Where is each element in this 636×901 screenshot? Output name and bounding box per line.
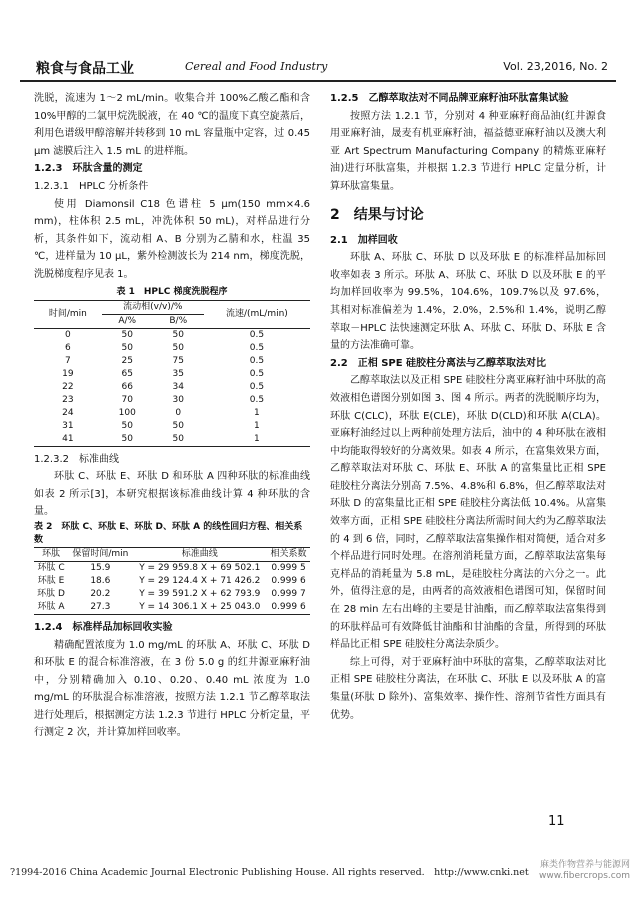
journal-title-en: Cereal and Food Industry	[185, 60, 328, 73]
volume-info: Vol. 23,2016, No. 2	[503, 60, 608, 73]
journal-title: 粮食与食品工业	[36, 61, 134, 77]
table-cell: 环肽 E	[37, 575, 65, 586]
watermark	[539, 860, 630, 882]
table-row	[34, 575, 310, 588]
table-row	[34, 394, 310, 407]
table-cell: 18.6	[90, 575, 111, 586]
column-header: A/%	[118, 315, 137, 326]
table-row	[34, 601, 310, 615]
table-cell: 6	[65, 342, 71, 353]
table-row	[34, 420, 310, 433]
section-heading: 1.2.3 环肽含量的测定	[34, 163, 143, 175]
paragraph: 综上可得，对于亚麻籽油中环肽的富集，乙醇萃取法对比正相 SPE 硅胶柱分离法，在环肽 C、环肽 E 以及环肽 A 的富集量(环肽 D 除外)、富集效率、操作性、溶剂节省性方面具有优势。	[330, 656, 606, 721]
table-cell: 31	[62, 420, 74, 431]
table-cell: Y = 29 124.4 X + 71 426.2	[139, 575, 261, 586]
table-cell: 1	[254, 420, 260, 431]
table-row	[34, 355, 310, 368]
column-header: 流动相(v/v)/%	[102, 300, 204, 314]
table-row	[34, 328, 310, 342]
table-cell: 1	[254, 407, 260, 418]
table-cell: 环肽 D	[37, 588, 65, 599]
right-column	[330, 90, 606, 724]
section-heading: 2.1 加样回收	[330, 234, 398, 246]
table-cell: 0.5	[249, 342, 265, 353]
table-cell: 7	[65, 355, 71, 366]
paragraph: 环肽 C、环肽 E、环肽 D 和环肽 A 四种环肽的标准曲线如表 2 所示[3]，本研究根据该标准曲线计算 4 种环肽的含量。	[34, 471, 310, 518]
table-cell: 0.5	[249, 381, 265, 392]
table-cell: 0.999 7	[271, 588, 306, 599]
table-cell: 环肽 A	[34, 601, 68, 615]
left-column	[34, 90, 310, 742]
table-cell: Y = 39 591.2 X + 62 793.9	[139, 588, 261, 599]
paragraph: 使用 Diamonsil C18 色谱柱 5 μm(150 mm×4.6 mm)，柱体积 2.5 mL，冲洗体积 50 mL)，对样品进行分析，其条件如下，流动相 A、B 分别为乙腈和水，柱温 35 ℃，进样量为 10 μL，紫外检测波长为 214 nm，梯度洗脱，洗脱梯度程序见表 1。	[34, 198, 310, 280]
table-cell: 50	[153, 433, 204, 447]
table-cell: 66	[121, 381, 133, 392]
paragraph: 按照方法 1.2.1 节，分别对 4 种亚麻籽商品油(红井源食用亚麻籽油，晟麦有机亚麻籽油，福益德亚麻籽油以及澳大利亚 Art Spectrum Manufacturing Company 的精炼亚麻籽油)进行环肽富集，并根据 1.2.3 节进行 HPLC 定量分析，计算环肽富集量。	[330, 110, 606, 192]
section-heading: 1.2.4 标准样品加标回收实验	[34, 621, 173, 633]
watermark-text: 麻类作物营养与能源网	[539, 860, 630, 870]
table-cell: 19	[62, 368, 74, 379]
subsection-heading: 1.2.3.2 标准曲线	[34, 453, 119, 465]
table-cell: 0.5	[249, 355, 265, 366]
column-header: 环肽	[42, 548, 61, 559]
table-cell: 0.5	[204, 328, 310, 342]
paragraph: 洗脱，流速为 1～2 mL/min。收集合并 100%乙酸乙酯和含 10%甲醇的二氯甲烷洗脱液，在 40 ℃的温度下真空旋蒸后，利用色谱级甲醇溶解并转移到 10 mL 容量瓶中定容，过 0.45 μm 滤膜后注入 1.5 mL 的进样瓶。	[34, 93, 310, 157]
journal-header	[20, 58, 616, 82]
table-cell: 50	[153, 328, 204, 342]
paragraph: 环肽 A、环肽 C、环肽 D 以及环肽 E 的标准样品加标回收率如表 3 所示。环肽 A、环肽 C、环肽 D 以及环肽 E 的平均加样回收率为 99.5%，104.6%，109.7%以及 97.6%，其相对标准偏差为 1.4%，2.0%，2.5%和 1.4%，说明乙醇萃取－HPLC 法快速测定环肽 A、环肽 C、环肽 D、环肽 E 含量的方法准确可靠。	[330, 252, 606, 352]
table-cell: 70	[121, 394, 133, 405]
table-cell: 0	[34, 328, 102, 342]
table-cell: 23	[62, 394, 74, 405]
column-header: 时间/min	[48, 308, 87, 319]
column-header: 相关系数	[270, 548, 307, 559]
table-cell: 0.5	[249, 394, 265, 405]
table-cell: 25	[121, 355, 133, 366]
table-cell: 30	[172, 394, 184, 405]
table-cell: 0	[175, 407, 182, 418]
table-cell: 50	[102, 328, 153, 342]
table-cell: 41	[34, 433, 102, 447]
table-cell: 50	[102, 433, 153, 447]
section-heading: 1.2.5 乙醇萃取法对不同品牌亚麻籽油环肽富集试验	[330, 93, 569, 104]
gradient-table	[34, 300, 310, 447]
table-cell: 50	[121, 420, 133, 431]
column-header: 保留时间/min	[72, 548, 129, 559]
table-cell: 22	[62, 381, 74, 392]
section-heading: 2.2 正相 SPE 硅胶柱分离法与乙醇萃取法对比	[330, 357, 547, 369]
paragraph: 精确配置浓度为 1.0 mg/mL 的环肽 A、环肽 C、环肽 D 和环肽 E 的混合标准溶液，在 3 份 5.0 g 的红井源亚麻籽油中，分别精确加入 0.10、0.20、0.40 mL 浓度为 1.0 mg/mL 的环肽混合标准溶液，按照方法 1.2.1 节乙醇萃取法进行处理后，根据测定方法 1.2.3 节进行 HPLC 分析定量，平行测定 2 次，并计算加样回收率。	[34, 639, 310, 739]
table-cell: 100	[118, 407, 136, 418]
subsection-heading: 1.2.3.1 HPLC 分析条件	[34, 180, 149, 192]
paragraph: 乙醇萃取法以及正相 SPE 硅胶柱分离亚麻籽油中环肽的高效液相色谱图分别如图 3、图 4 所示。两者的洗脱顺序均为，环肽 C(CLC)，环肽 E(CLE)，环肽 D(CLD)和环肽 A(CLA)。亚麻籽油经过以上两种前处理方法后，油中的 4 种环肽在液相中均能取得较好的分离效果。如表 4 所示，在富集效果方面，乙醇萃取法对环肽 C、环肽 E、环肽 A 的富集量比正相 SPE 硅胶柱分离法分别高 7.5%、4.8%和 6.8%，但乙醇萃取法对环肽 D 的富集量比正相 SPE 硅胶柱分离法低 10.4%。从富集效率方面，正相 SPE 硅胶柱分离法所需时间大约为乙醇萃取法的 4 到 6 倍，同时，乙醇萃取法富集操作相对简便，适合对多个样品进行同时处理。在溶剂消耗量方面，乙醇萃取法富集每克样品的消耗量为 5.8 mL，是硅胶柱分离法的六分之一。此外，值得注意的是，由两者的高效液相色谱图可知，保留时间在 28 min 左右出峰的主要是甘油酯，而乙醇萃取法富集得到的环肽样品可有效降低甘油酯和甘油酯的含量，所得到的环肽样品比正相 SPE 硅胶柱分离法杂质少。	[330, 375, 606, 651]
table-cell: 34	[172, 381, 184, 392]
column-header: B/%	[169, 315, 188, 326]
table-cell: 0.5	[249, 368, 265, 379]
table-cell: 35	[172, 368, 184, 379]
table-caption: 表 2 环肽 C、环肽 E、环肽 D、环肽 A 的线性回归方程、相关系数	[34, 521, 303, 545]
table-row	[34, 561, 310, 575]
table-cell: 15.9	[68, 561, 132, 575]
table-row	[34, 381, 310, 394]
table-cell: Y = 29 959.8 X + 69 502.1	[133, 561, 267, 575]
table-row	[34, 433, 310, 447]
table-cell: 24	[62, 407, 74, 418]
table-row	[34, 342, 310, 355]
table-row	[34, 588, 310, 601]
table-cell: 27.3	[68, 601, 132, 615]
table-cell: 环肽 C	[34, 561, 68, 575]
table-cell: 0.999 6	[267, 601, 310, 615]
table-cell: 75	[172, 355, 184, 366]
regression-table	[34, 547, 310, 615]
table-caption: 表 1 HPLC 梯度洗脱程序	[116, 286, 228, 297]
column-header: 流速/(mL/min)	[225, 308, 288, 319]
table-cell: 0.999 6	[271, 575, 306, 586]
table-row	[34, 407, 310, 420]
watermark-url: www.fibercrops.com	[539, 871, 630, 881]
column-header: 标准曲线	[181, 548, 218, 559]
table-cell: 65	[121, 368, 133, 379]
chapter-heading: 2 结果与讨论	[330, 206, 424, 223]
table-cell: 50	[121, 342, 133, 353]
table-cell: 50	[172, 420, 184, 431]
table-cell: 20.2	[90, 588, 111, 599]
page-number: 11	[548, 814, 565, 829]
table-cell: 50	[172, 342, 184, 353]
table-cell: 1	[204, 433, 310, 447]
table-cell: 0.999 5	[267, 561, 310, 575]
copyright-footer: ?1994-2016 China Academic Journal Electronic Publishing House. All rights reserved. http://www.cnki.net	[10, 867, 529, 878]
table-cell: Y = 14 306.1 X + 25 043.0	[133, 601, 267, 615]
table-row	[34, 368, 310, 381]
